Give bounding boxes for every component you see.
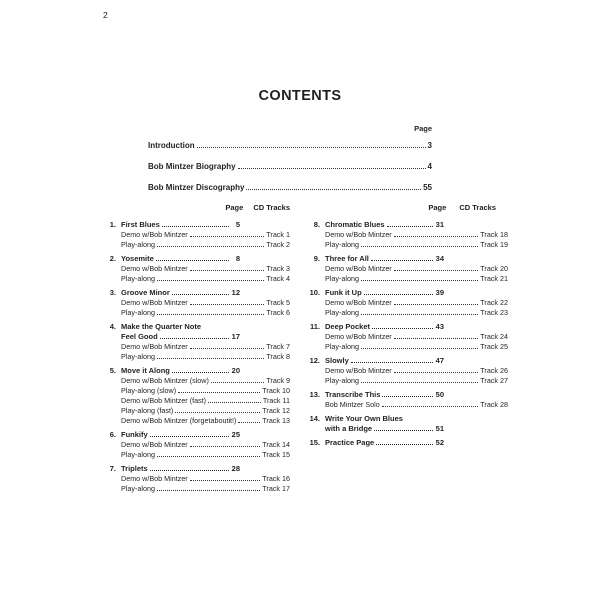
dot-leader xyxy=(376,444,433,445)
toc-entry xyxy=(306,356,508,386)
entry-track-row xyxy=(121,406,290,416)
track-label: Demo w/Bob Mintzer xyxy=(325,264,392,273)
entry-page-number: 31 xyxy=(435,220,444,229)
entry-number: 14. xyxy=(309,414,320,423)
entry-number: 15. xyxy=(309,438,320,447)
entry-title: First Blues xyxy=(121,220,160,229)
entry-number: 9. xyxy=(313,254,320,263)
toc-entry xyxy=(306,438,508,448)
entry-page-number: 52 xyxy=(435,438,444,447)
toc-column-right xyxy=(306,203,508,452)
entry-title: Funk it Up xyxy=(325,288,362,297)
entry-track-row xyxy=(121,264,290,274)
cd-track-number: Track 1 xyxy=(266,230,290,239)
dot-leader xyxy=(157,358,264,359)
dot-leader xyxy=(394,372,479,373)
entry-title-row xyxy=(102,322,290,332)
cd-track-number: Track 12 xyxy=(262,406,290,415)
dot-leader xyxy=(157,280,264,281)
contents-title: CONTENTS xyxy=(258,88,342,104)
front-matter-page-number: 4 xyxy=(427,162,432,171)
dot-leader xyxy=(394,236,479,237)
entry-title-row xyxy=(102,366,290,376)
entry-page-number: 34 xyxy=(435,254,444,263)
cd-track-number: Track 19 xyxy=(480,240,508,249)
entry-title-row xyxy=(102,220,290,230)
cd-track-number: Track 13 xyxy=(262,416,290,425)
entry-page-number: 39 xyxy=(435,288,444,297)
cd-tracks-column-header: CD Tracks xyxy=(459,203,496,212)
entry-title-row xyxy=(306,254,508,264)
track-label: Demo w/Bob Mintzer xyxy=(121,342,188,351)
entry-page-number: 43 xyxy=(435,322,444,331)
dot-leader xyxy=(197,147,426,148)
entry-title-row xyxy=(306,356,508,366)
cd-track-number: Track 23 xyxy=(480,308,508,317)
page-column-header: Page xyxy=(428,203,447,212)
track-label: Play-along xyxy=(121,308,155,317)
entry-title: Three for All xyxy=(325,254,369,263)
entry-track-row xyxy=(325,308,508,318)
track-label: Demo w/Bob Mintzer xyxy=(121,474,188,483)
entry-page-number: 5 xyxy=(235,220,240,229)
front-matter-row xyxy=(148,141,432,151)
track-label: Demo w/Bob Mintzer xyxy=(121,440,188,449)
entry-track-row xyxy=(325,298,508,308)
toc-entry xyxy=(306,254,508,284)
entry-number: 5. xyxy=(109,366,116,375)
entry-title-row xyxy=(306,288,508,298)
cd-track-number: Track 28 xyxy=(480,400,508,409)
entry-track-row xyxy=(121,484,290,494)
dot-leader xyxy=(172,372,229,373)
entry-track-row xyxy=(325,332,508,342)
entry-title: Groove Minor xyxy=(121,288,170,297)
front-matter-page-header: Page xyxy=(414,124,432,133)
entry-track-row xyxy=(121,230,290,240)
entry-title: Practice Page xyxy=(325,438,375,447)
entry-track-row xyxy=(121,274,290,284)
entry-page-number: 20 xyxy=(231,366,240,375)
toc-column-left xyxy=(102,203,290,498)
cd-track-number: Track 26 xyxy=(480,366,508,375)
entry-track-row xyxy=(121,352,290,362)
dot-leader xyxy=(150,470,229,471)
front-matter-row xyxy=(148,162,432,172)
entry-title: Write Your Own Blues xyxy=(325,414,403,423)
entry-track-row xyxy=(121,342,290,352)
entry-title-line2: Feel Good xyxy=(121,332,158,341)
dot-leader xyxy=(361,246,478,247)
track-label: Demo w/Bob Mintzer xyxy=(325,298,392,307)
dot-leader xyxy=(394,270,479,271)
dot-leader xyxy=(157,490,260,491)
dot-leader xyxy=(361,382,478,383)
entry-track-row xyxy=(121,416,290,426)
entry-track-row xyxy=(121,308,290,318)
front-matter-rows xyxy=(148,141,432,193)
cd-track-number: Track 22 xyxy=(480,298,508,307)
track-label: Demo w/Bob Mintzer (slow) xyxy=(121,376,209,385)
entry-number: 12. xyxy=(309,356,320,365)
toc-entry xyxy=(102,366,290,426)
entry-track-row xyxy=(121,450,290,460)
entry-title-row xyxy=(102,332,290,342)
track-label: Demo w/Bob Mintzer xyxy=(325,332,392,341)
track-label: Play-along xyxy=(121,240,155,249)
dot-leader xyxy=(246,189,421,190)
dot-leader xyxy=(382,396,433,397)
entry-track-row xyxy=(121,376,290,386)
track-label: Play-along (fast) xyxy=(121,406,174,415)
toc-entry xyxy=(306,288,508,318)
entry-track-row xyxy=(121,240,290,250)
track-label: Play-along xyxy=(325,240,359,249)
toc-entry xyxy=(102,220,290,250)
dot-leader xyxy=(208,402,261,403)
dot-leader xyxy=(157,314,264,315)
dot-leader xyxy=(162,226,229,227)
entry-track-row xyxy=(121,386,290,396)
track-label: Demo w/Bob Mintzer xyxy=(325,230,392,239)
entry-track-row xyxy=(325,264,508,274)
entry-title-row xyxy=(306,414,508,424)
entry-title: Chromatic Blues xyxy=(325,220,385,229)
track-label: Play-along xyxy=(121,352,155,361)
entry-track-row xyxy=(325,230,508,240)
entry-title: Yosemite xyxy=(121,254,154,263)
page-column-header: Page xyxy=(225,203,244,212)
cd-track-number: Track 8 xyxy=(266,352,290,361)
dot-leader xyxy=(364,294,433,295)
cd-track-number: Track 5 xyxy=(266,298,290,307)
dot-leader xyxy=(190,348,265,349)
track-label: Demo w/Bob Mintzer (fast) xyxy=(121,396,207,405)
cd-track-number: Track 25 xyxy=(480,342,508,351)
cd-track-number: Track 9 xyxy=(266,376,290,385)
cd-track-number: Track 20 xyxy=(480,264,508,273)
track-label: Bob Mintzer Solo xyxy=(325,400,380,409)
dot-leader xyxy=(190,304,265,305)
entry-title: Deep Pocket xyxy=(325,322,371,331)
toc-entry xyxy=(102,430,290,460)
entry-title-row xyxy=(306,390,508,400)
dot-leader xyxy=(361,348,478,349)
front-matter-label: Bob Mintzer Discography xyxy=(148,183,245,192)
entry-number: 2. xyxy=(109,254,116,263)
cd-track-number: Track 2 xyxy=(266,240,290,249)
entry-track-row xyxy=(121,298,290,308)
toc-entry xyxy=(102,288,290,318)
toc-entry xyxy=(102,322,290,362)
dot-leader xyxy=(175,412,260,413)
cd-track-number: Track 27 xyxy=(480,376,508,385)
dot-leader xyxy=(190,236,265,237)
cd-track-number: Track 11 xyxy=(262,396,290,405)
entry-page-number: 28 xyxy=(231,464,240,473)
entry-track-row xyxy=(325,240,508,250)
cd-track-number: Track 24 xyxy=(480,332,508,341)
entry-title-row xyxy=(306,438,508,448)
dot-leader xyxy=(238,422,260,423)
cd-track-number: Track 6 xyxy=(266,308,290,317)
column-header-row xyxy=(102,203,290,213)
toc-entry xyxy=(306,220,508,250)
dot-leader xyxy=(157,246,264,247)
track-label: Demo w/Bob Mintzer xyxy=(121,298,188,307)
entry-track-row xyxy=(121,396,290,406)
entry-title: Triplets xyxy=(121,464,148,473)
entry-number: 1. xyxy=(109,220,116,229)
entry-page-number: 17 xyxy=(231,332,240,341)
entry-title-row xyxy=(102,288,290,298)
dot-leader xyxy=(150,436,229,437)
dot-leader xyxy=(190,446,261,447)
entry-page-number: 12 xyxy=(231,288,240,297)
dot-leader xyxy=(160,338,229,339)
entry-title-row xyxy=(102,464,290,474)
entry-title: Make the Quarter Note xyxy=(121,322,202,331)
front-matter-label: Bob Mintzer Biography xyxy=(148,162,236,171)
folio-page-number: 2 xyxy=(103,10,108,20)
track-label: Play-along xyxy=(325,342,359,351)
cd-track-number: Track 7 xyxy=(266,342,290,351)
column-header-row xyxy=(306,203,508,213)
entry-page-number: 8 xyxy=(235,254,240,263)
toc-entries-right xyxy=(306,220,508,448)
cd-track-number: Track 21 xyxy=(480,274,508,283)
entry-title-row xyxy=(102,430,290,440)
front-matter-row xyxy=(148,183,432,193)
entry-page-number: 47 xyxy=(435,356,444,365)
dot-leader xyxy=(211,382,264,383)
entry-title: Funkify xyxy=(121,430,148,439)
entry-number: 11. xyxy=(309,322,320,331)
track-label: Play-along xyxy=(121,484,155,493)
entry-page-number: 50 xyxy=(435,390,444,399)
cd-track-number: Track 15 xyxy=(262,450,290,459)
dot-leader xyxy=(178,392,260,393)
track-label: Play-along xyxy=(121,274,155,283)
track-label: Play-along xyxy=(121,450,155,459)
track-label: Demo w/Bob Mintzer xyxy=(121,264,188,273)
entry-track-row xyxy=(325,274,508,284)
entry-number: 8. xyxy=(313,220,320,229)
entry-track-row xyxy=(325,342,508,352)
toc-entry xyxy=(306,414,508,434)
dot-leader xyxy=(382,406,479,407)
track-label: Demo w/Bob Mintzer xyxy=(121,230,188,239)
dot-leader xyxy=(157,456,260,457)
track-label: Demo w/Bob Mintzer xyxy=(325,366,392,375)
entry-number: 13. xyxy=(309,390,320,399)
dot-leader xyxy=(387,226,433,227)
entry-title: Move it Along xyxy=(121,366,170,375)
track-label: Play-along (slow) xyxy=(121,386,177,395)
cd-track-number: Track 3 xyxy=(266,264,290,273)
toc-entry xyxy=(306,390,508,410)
entry-title: Transcribe This xyxy=(325,390,381,399)
dot-leader xyxy=(361,314,478,315)
cd-track-number: Track 4 xyxy=(266,274,290,283)
dot-leader xyxy=(190,480,261,481)
dot-leader xyxy=(394,338,479,339)
dot-leader xyxy=(361,280,478,281)
entry-title-row xyxy=(102,254,290,264)
dot-leader xyxy=(172,294,229,295)
entry-number: 10. xyxy=(309,288,320,297)
front-matter-label: Introduction xyxy=(148,141,195,150)
entry-title: Slowly xyxy=(325,356,349,365)
dot-leader xyxy=(372,328,433,329)
entry-number: 4. xyxy=(109,322,116,331)
track-label: Play-along xyxy=(325,376,359,385)
entry-title-row xyxy=(306,424,508,434)
front-matter-page-number: 55 xyxy=(423,183,432,192)
dot-leader xyxy=(374,430,433,431)
entry-page-number: 51 xyxy=(435,424,444,433)
track-label: Play-along xyxy=(325,308,359,317)
dot-leader xyxy=(371,260,433,261)
cd-track-number: Track 18 xyxy=(480,230,508,239)
track-label: Play-along xyxy=(325,274,359,283)
entry-title-line2: with a Bridge xyxy=(325,424,373,433)
entry-number: 7. xyxy=(109,464,116,473)
entry-track-row xyxy=(325,376,508,386)
cd-track-number: Track 10 xyxy=(262,386,290,395)
entry-page-number: 25 xyxy=(231,430,240,439)
cd-tracks-column-header: CD Tracks xyxy=(253,203,290,212)
toc-entry xyxy=(102,464,290,494)
front-matter-section xyxy=(148,124,432,204)
entry-title-row xyxy=(306,220,508,230)
front-matter-page-number: 3 xyxy=(427,141,432,150)
toc-entry xyxy=(102,254,290,284)
entry-track-row xyxy=(325,400,508,410)
dot-leader xyxy=(156,260,229,261)
dot-leader xyxy=(394,304,479,305)
dot-leader xyxy=(238,168,426,169)
entry-number: 6. xyxy=(109,430,116,439)
entry-title-row xyxy=(306,322,508,332)
entry-track-row xyxy=(121,440,290,450)
cd-track-number: Track 14 xyxy=(262,440,290,449)
toc-entry xyxy=(306,322,508,352)
cd-track-number: Track 16 xyxy=(262,474,290,483)
dot-leader xyxy=(351,362,433,363)
dot-leader xyxy=(190,270,265,271)
entry-number: 3. xyxy=(109,288,116,297)
cd-track-number: Track 17 xyxy=(262,484,290,493)
entry-track-row xyxy=(121,474,290,484)
entry-track-row xyxy=(325,366,508,376)
toc-entries-left xyxy=(102,220,290,494)
track-label: Demo w/Bob Mintzer (forgetaboutit!) xyxy=(121,416,237,425)
